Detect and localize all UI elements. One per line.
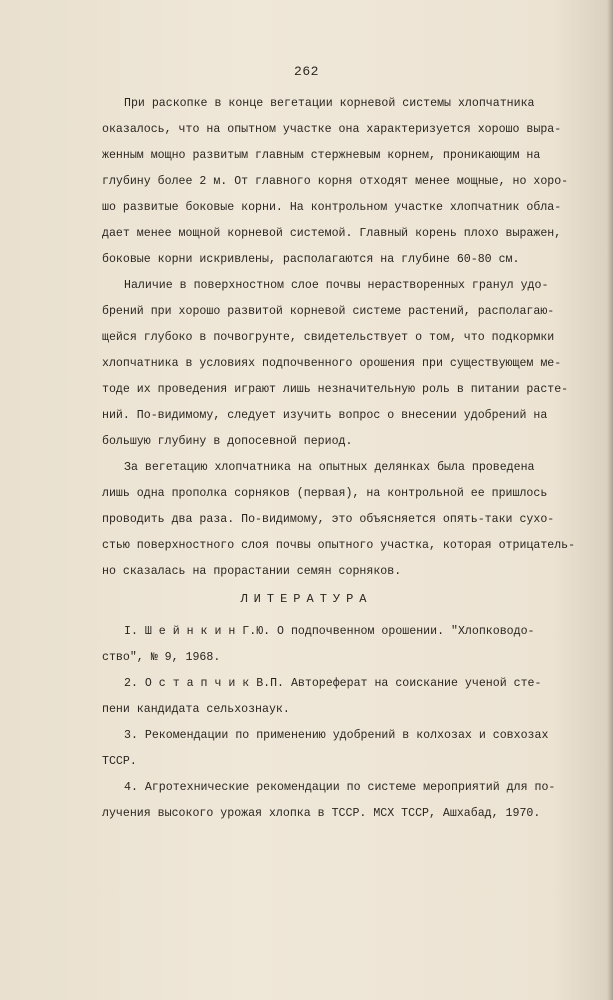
reference-line: 4. Агротехнические рекомендации по системе мероприятий для по- <box>124 781 556 794</box>
literature-heading: ЛИТЕРАТУРА <box>240 592 373 606</box>
paragraph-line: Наличие в поверхностном слое почвы нерастворенных гранул удо- <box>124 279 549 292</box>
paragraph-line: дает менее мощной корневой системой. Главный корень плохо выражен, <box>102 227 562 240</box>
page-number: 262 <box>294 64 319 79</box>
paragraph-line: боковые корни искривлены, располагаются на глубине 60-80 см. <box>102 253 520 266</box>
reference-line: ство", № 9, 1968. <box>102 651 221 664</box>
paragraph-line: глубину более 2 м. От главного корня отходят менее мощные, но хоро- <box>102 175 569 188</box>
paragraph-line: При раскопке в конце вегетации корневой системы хлопчатника <box>124 97 535 110</box>
page-edge-shadow <box>607 0 613 1000</box>
reference-line: 2. О с т а п ч и к В.П. Автореферат на соискание ученой сте- <box>124 677 542 690</box>
paragraph-line: проводить два раза. По-видимому, это объясняется опять-таки сухо- <box>102 513 555 526</box>
paragraph-line: хлопчатника в условиях подпочвенного орошения при существующем ме- <box>102 357 562 370</box>
reference-line: I. Ш е й н к и н Г.Ю. О подпочвенном орошении. "Хлопководо- <box>124 625 535 638</box>
reference-line: 3. Рекомендации по применению удобрений в колхозах и совхозах <box>124 729 549 742</box>
paragraph-line: За вегетацию хлопчатника на опытных делянках была проведена <box>124 461 535 474</box>
paragraph-line: оказалось, что на опытном участке она характеризуется хорошо выра- <box>102 123 562 136</box>
paragraph-line: тоде их проведения играют лишь незначительную роль в питании расте- <box>102 383 569 396</box>
reference-line: лучения высокого урожая хлопка в ТССР. МСХ ТССР, Ашхабад, 1970. <box>102 807 541 820</box>
reference-line: ТССР. <box>102 755 137 768</box>
paragraph-line: ний. По-видимому, следует изучить вопрос о внесении удобрений на <box>102 409 548 422</box>
paragraph-line: стью поверхностного слоя почвы опытного участка, которая отрицатель- <box>102 539 576 552</box>
paragraph-line: щейся глубоко в почвогрунте, свидетельствует о том, что подкормки <box>102 331 555 344</box>
paragraph-line: большую глубину в допосевной период. <box>102 435 353 448</box>
paragraph-line: но сказалась на прорастании семян сорняков. <box>102 565 402 578</box>
paragraph-line: женным мощно развитым главным стержневым корнем, проникающим на <box>102 149 541 162</box>
reference-line: пени кандидата сельхознаук. <box>102 703 290 716</box>
paragraph-line: шо развитые боковые корни. На контрольном участке хлопчатник обла- <box>102 201 562 214</box>
paragraph-line: брений при хорошо развитой корневой системе растений, располагаю- <box>102 305 555 318</box>
paragraph-line: лишь одна прополка сорняков (первая), на контрольной ее пришлось <box>102 487 548 500</box>
